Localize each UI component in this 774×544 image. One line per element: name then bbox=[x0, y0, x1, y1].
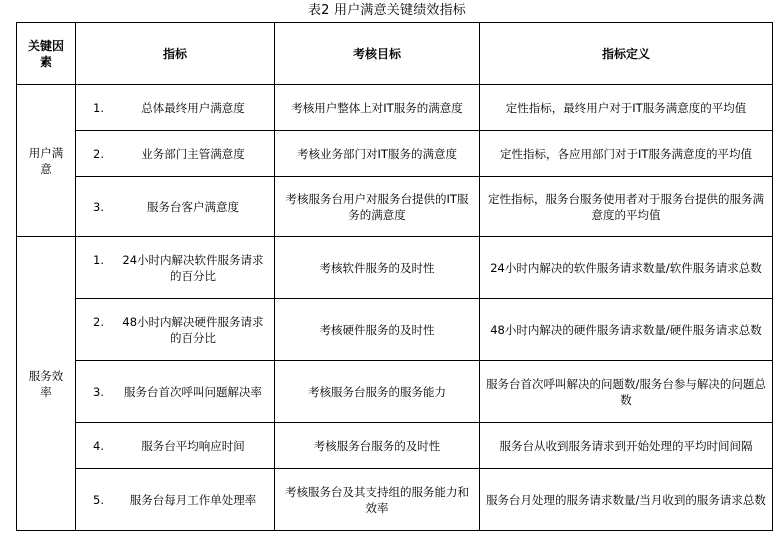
definition-cell: 服务台从收到服务请求到开始处理的平均时间间隔 bbox=[480, 423, 773, 469]
table-row bbox=[17, 177, 773, 237]
target-cell: 考核服务台服务的服务能力 bbox=[275, 361, 480, 423]
table-row bbox=[17, 131, 773, 177]
metric-name: 服务台客户满意度 bbox=[147, 199, 239, 214]
metric-cell bbox=[76, 469, 275, 531]
definition-cell: 定性指标，服务台服务使用者对于服务台提供的服务满意度的平均值 bbox=[480, 177, 773, 237]
metric-number: 2. bbox=[93, 314, 104, 329]
metric-cell bbox=[76, 237, 275, 299]
metric-cell bbox=[76, 177, 275, 237]
metric-number: 1. bbox=[93, 252, 104, 267]
metric-cell bbox=[76, 85, 275, 131]
definition-cell: 服务台首次呼叫解决的问题数/服务台参与解决的问题总数 bbox=[480, 361, 773, 423]
metric-number: 5. bbox=[93, 492, 104, 507]
target-cell: 考核服务台用户对服务台提供的IT服务的满意度 bbox=[275, 177, 480, 237]
target-cell: 考核业务部门对IT服务的满意度 bbox=[275, 131, 480, 177]
metric-name: 24小时内解决软件服务请求的百分比 bbox=[122, 252, 264, 283]
metric-name: 服务台每月工作单处理率 bbox=[129, 492, 257, 507]
factor-user-satisfaction: 用户满意 bbox=[17, 85, 76, 237]
metric-cell bbox=[76, 131, 275, 177]
table-row bbox=[17, 423, 773, 469]
table-row bbox=[17, 299, 773, 361]
definition-cell: 48小时内解决的硬件服务请求数量/硬件服务请求总数 bbox=[480, 299, 773, 361]
metric-name: 服务台首次呼叫问题解决率 bbox=[124, 384, 262, 399]
factor-service-efficiency: 服务效率 bbox=[17, 237, 76, 531]
table-caption: 表2 用户满意关键绩效指标 bbox=[307, 3, 466, 18]
table-row bbox=[17, 85, 773, 131]
metric-number: 1. bbox=[93, 100, 104, 115]
metric-number: 2. bbox=[93, 146, 104, 161]
definition-cell: 服务台月处理的服务请求数量/当月收到的服务请求总数 bbox=[480, 469, 773, 531]
metric-number: 4. bbox=[93, 438, 104, 453]
header-row bbox=[17, 23, 773, 85]
target-cell: 考核用户整体上对IT服务的满意度 bbox=[275, 85, 480, 131]
target-cell: 考核服务台服务的及时性 bbox=[275, 423, 480, 469]
metric-name: 48小时内解决硬件服务请求的百分比 bbox=[122, 314, 264, 345]
metric-cell bbox=[76, 299, 275, 361]
metric-cell bbox=[76, 361, 275, 423]
metric-name: 业务部门主管满意度 bbox=[141, 146, 245, 161]
metric-name: 总体最终用户满意度 bbox=[141, 100, 245, 115]
kpi-table bbox=[16, 22, 773, 531]
definition-cell: 定性指标，最终用户对于IT服务满意度的平均值 bbox=[480, 85, 773, 131]
target-cell: 考核硬件服务的及时性 bbox=[275, 299, 480, 361]
metric-cell bbox=[76, 423, 275, 469]
table-row bbox=[17, 237, 773, 299]
header-target: 考核目标 bbox=[275, 23, 480, 85]
definition-cell: 定性指标，各应用部门对于IT服务满意度的平均值 bbox=[480, 131, 773, 177]
metric-name: 服务台平均响应时间 bbox=[141, 438, 245, 453]
header-definition: 指标定义 bbox=[480, 23, 773, 85]
target-cell: 考核软件服务的及时性 bbox=[275, 237, 480, 299]
header-metric: 指标 bbox=[76, 23, 275, 85]
definition-cell: 24小时内解决的软件服务请求数量/软件服务请求总数 bbox=[480, 237, 773, 299]
target-cell: 考核服务台及其支持组的服务能力和效率 bbox=[275, 469, 480, 531]
table-row bbox=[17, 361, 773, 423]
metric-number: 3. bbox=[93, 199, 104, 214]
table-row bbox=[17, 469, 773, 531]
header-key-factor: 关键因素 bbox=[17, 23, 76, 85]
metric-number: 3. bbox=[93, 384, 104, 399]
